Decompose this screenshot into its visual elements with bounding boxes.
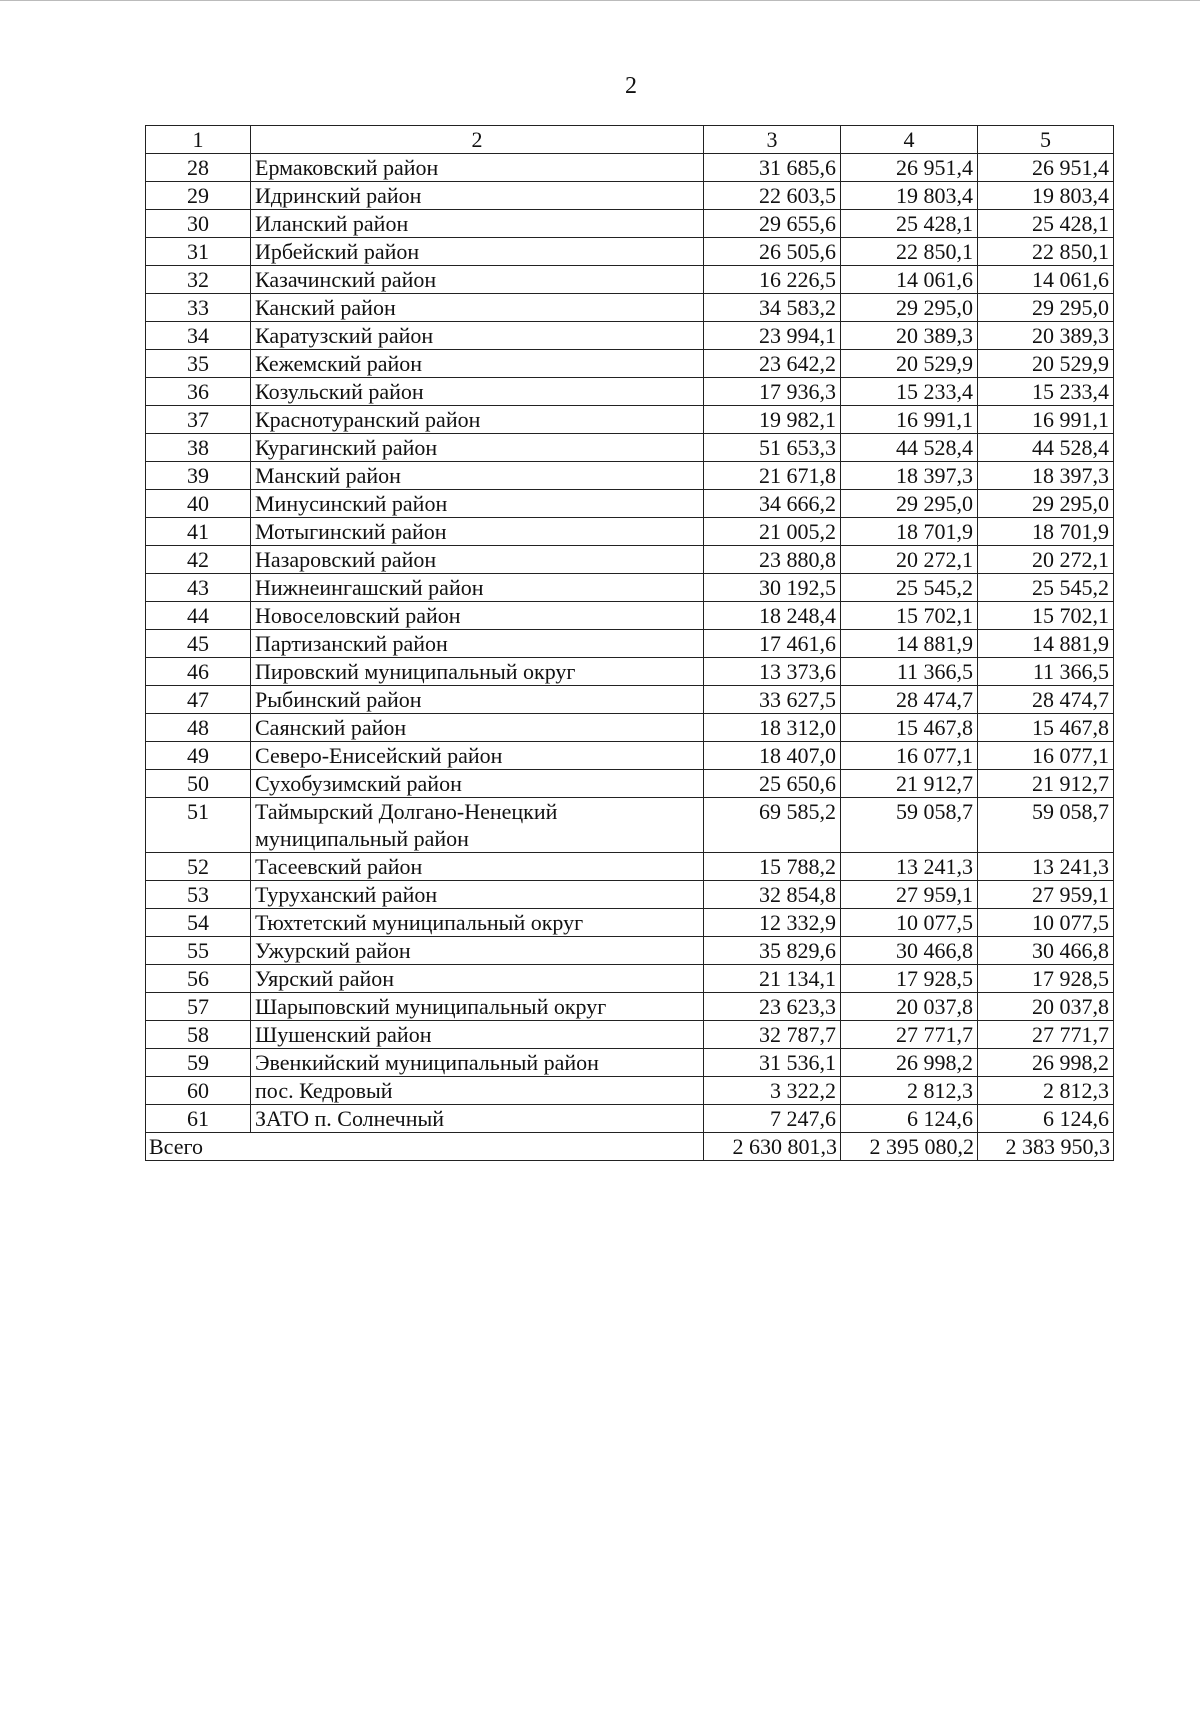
value-col-5: 29 295,0 — [978, 294, 1114, 322]
row-number: 50 — [146, 770, 251, 798]
value-col-3: 7 247,6 — [704, 1105, 841, 1133]
value-col-4: 28 474,7 — [841, 686, 978, 714]
municipality-name: Таймырский Долгано-Ненецкий муниципальный район — [251, 798, 704, 853]
municipality-name: Северо-Енисейский район — [251, 742, 704, 770]
value-col-3: 16 226,5 — [704, 266, 841, 294]
value-col-5: 15 233,4 — [978, 378, 1114, 406]
table-row — [146, 434, 1114, 462]
value-col-4: 18 397,3 — [841, 462, 978, 490]
row-number: 46 — [146, 658, 251, 686]
municipality-name: Курагинский район — [251, 434, 704, 462]
table-row — [146, 546, 1114, 574]
row-number: 40 — [146, 490, 251, 518]
row-number: 36 — [146, 378, 251, 406]
total-col-3: 2 630 801,3 — [704, 1133, 841, 1161]
municipality-name: ЗАТО п. Солнечный — [251, 1105, 704, 1133]
value-col-5: 20 272,1 — [978, 546, 1114, 574]
value-col-3: 13 373,6 — [704, 658, 841, 686]
value-col-5: 26 951,4 — [978, 154, 1114, 182]
value-col-4: 26 998,2 — [841, 1049, 978, 1077]
header-col-4: 4 — [841, 126, 978, 154]
total-label: Всего — [146, 1133, 704, 1161]
value-col-3: 23 994,1 — [704, 322, 841, 350]
value-col-4: 30 466,8 — [841, 937, 978, 965]
value-col-5: 13 241,3 — [978, 853, 1114, 881]
value-col-3: 18 248,4 — [704, 602, 841, 630]
value-col-3: 21 671,8 — [704, 462, 841, 490]
municipality-name: Саянский район — [251, 714, 704, 742]
table-row — [146, 1105, 1114, 1133]
value-col-4: 10 077,5 — [841, 909, 978, 937]
value-col-5: 27 771,7 — [978, 1021, 1114, 1049]
table-row — [146, 518, 1114, 546]
value-col-5: 2 812,3 — [978, 1077, 1114, 1105]
row-number: 51 — [146, 798, 251, 853]
row-number: 48 — [146, 714, 251, 742]
value-col-3: 32 787,7 — [704, 1021, 841, 1049]
value-col-4: 20 272,1 — [841, 546, 978, 574]
table-row — [146, 965, 1114, 993]
value-col-4: 59 058,7 — [841, 798, 978, 853]
value-col-4: 11 366,5 — [841, 658, 978, 686]
value-col-3: 21 134,1 — [704, 965, 841, 993]
value-col-4: 20 037,8 — [841, 993, 978, 1021]
value-col-4: 25 428,1 — [841, 210, 978, 238]
value-col-4: 20 529,9 — [841, 350, 978, 378]
value-col-4: 16 991,1 — [841, 406, 978, 434]
value-col-3: 26 505,6 — [704, 238, 841, 266]
table-row — [146, 909, 1114, 937]
municipality-name: Тасеевский район — [251, 853, 704, 881]
table-row — [146, 630, 1114, 658]
row-number: 44 — [146, 602, 251, 630]
value-col-4: 27 771,7 — [841, 1021, 978, 1049]
value-col-4: 6 124,6 — [841, 1105, 978, 1133]
value-col-5: 16 077,1 — [978, 742, 1114, 770]
header-col-2: 2 — [251, 126, 704, 154]
value-col-3: 23 642,2 — [704, 350, 841, 378]
municipality-name: Козульский район — [251, 378, 704, 406]
value-col-5: 25 545,2 — [978, 574, 1114, 602]
municipality-name: Казачинский район — [251, 266, 704, 294]
row-number: 34 — [146, 322, 251, 350]
value-col-4: 20 389,3 — [841, 322, 978, 350]
value-col-3: 18 407,0 — [704, 742, 841, 770]
page-number: 2 — [625, 73, 637, 99]
municipality-name: Пировский муниципальный округ — [251, 658, 704, 686]
value-col-3: 25 650,6 — [704, 770, 841, 798]
municipality-name: Тюхтетский муниципальный округ — [251, 909, 704, 937]
municipality-name: Краснотуранский район — [251, 406, 704, 434]
row-number: 33 — [146, 294, 251, 322]
value-col-4: 13 241,3 — [841, 853, 978, 881]
table-header-row — [146, 126, 1114, 154]
table-row — [146, 462, 1114, 490]
value-col-5: 14 881,9 — [978, 630, 1114, 658]
municipality-name: Туруханский район — [251, 881, 704, 909]
row-number: 35 — [146, 350, 251, 378]
value-col-5: 44 528,4 — [978, 434, 1114, 462]
table-row — [146, 658, 1114, 686]
table-row — [146, 798, 1114, 853]
municipality-name: Ирбейский район — [251, 238, 704, 266]
value-col-5: 6 124,6 — [978, 1105, 1114, 1133]
value-col-4: 26 951,4 — [841, 154, 978, 182]
municipality-name: пос. Кедровый — [251, 1077, 704, 1105]
value-col-5: 21 912,7 — [978, 770, 1114, 798]
municipality-name: Кежемский район — [251, 350, 704, 378]
value-col-4: 15 467,8 — [841, 714, 978, 742]
value-col-4: 18 701,9 — [841, 518, 978, 546]
municipality-name: Сухобузимский район — [251, 770, 704, 798]
value-col-3: 34 666,2 — [704, 490, 841, 518]
value-col-5: 29 295,0 — [978, 490, 1114, 518]
table-row — [146, 266, 1114, 294]
municipality-name: Шушенский район — [251, 1021, 704, 1049]
table-row — [146, 1049, 1114, 1077]
value-col-5: 14 061,6 — [978, 266, 1114, 294]
municipality-name: Рыбинский район — [251, 686, 704, 714]
table-row — [146, 182, 1114, 210]
value-col-4: 14 061,6 — [841, 266, 978, 294]
row-number: 54 — [146, 909, 251, 937]
municipality-name: Ермаковский район — [251, 154, 704, 182]
table-row — [146, 853, 1114, 881]
value-col-3: 3 322,2 — [704, 1077, 841, 1105]
value-col-5: 30 466,8 — [978, 937, 1114, 965]
value-col-4: 2 812,3 — [841, 1077, 978, 1105]
municipality-name: Назаровский район — [251, 546, 704, 574]
total-row — [146, 1133, 1114, 1161]
table-row — [146, 210, 1114, 238]
table-row — [146, 881, 1114, 909]
value-col-4: 44 528,4 — [841, 434, 978, 462]
value-col-4: 19 803,4 — [841, 182, 978, 210]
total-col-5: 2 383 950,3 — [978, 1133, 1114, 1161]
value-col-3: 30 192,5 — [704, 574, 841, 602]
table-row — [146, 937, 1114, 965]
row-number: 53 — [146, 881, 251, 909]
municipality-name: Канский район — [251, 294, 704, 322]
page-top-edge — [0, 0, 1200, 4]
value-col-5: 17 928,5 — [978, 965, 1114, 993]
row-number: 59 — [146, 1049, 251, 1077]
value-col-3: 34 583,2 — [704, 294, 841, 322]
municipality-name: Ужурский район — [251, 937, 704, 965]
value-col-5: 16 991,1 — [978, 406, 1114, 434]
table-row — [146, 378, 1114, 406]
table-row — [146, 1021, 1114, 1049]
value-col-3: 31 536,1 — [704, 1049, 841, 1077]
table-row — [146, 602, 1114, 630]
table-row — [146, 490, 1114, 518]
value-col-3: 17 936,3 — [704, 378, 841, 406]
value-col-3: 69 585,2 — [704, 798, 841, 853]
table-row — [146, 238, 1114, 266]
value-col-5: 20 037,8 — [978, 993, 1114, 1021]
header-col-5: 5 — [978, 126, 1114, 154]
table-row — [146, 574, 1114, 602]
table-row — [146, 686, 1114, 714]
row-number: 32 — [146, 266, 251, 294]
table-row — [146, 1077, 1114, 1105]
value-col-3: 33 627,5 — [704, 686, 841, 714]
municipality-name: Нижнеингашский район — [251, 574, 704, 602]
value-col-5: 27 959,1 — [978, 881, 1114, 909]
value-col-3: 22 603,5 — [704, 182, 841, 210]
row-number: 47 — [146, 686, 251, 714]
row-number: 56 — [146, 965, 251, 993]
value-col-3: 29 655,6 — [704, 210, 841, 238]
row-number: 29 — [146, 182, 251, 210]
table-row — [146, 714, 1114, 742]
municipality-name: Минусинский район — [251, 490, 704, 518]
municipality-name: Шарыповский муниципальный округ — [251, 993, 704, 1021]
municipality-name: Иланский район — [251, 210, 704, 238]
value-col-5: 22 850,1 — [978, 238, 1114, 266]
value-col-4: 15 233,4 — [841, 378, 978, 406]
value-col-5: 10 077,5 — [978, 909, 1114, 937]
value-col-5: 15 702,1 — [978, 602, 1114, 630]
value-col-5: 18 397,3 — [978, 462, 1114, 490]
value-col-4: 29 295,0 — [841, 490, 978, 518]
value-col-4: 16 077,1 — [841, 742, 978, 770]
value-col-4: 15 702,1 — [841, 602, 978, 630]
row-number: 28 — [146, 154, 251, 182]
value-col-3: 51 653,3 — [704, 434, 841, 462]
row-number: 61 — [146, 1105, 251, 1133]
municipality-name: Каратузский район — [251, 322, 704, 350]
value-col-3: 23 623,3 — [704, 993, 841, 1021]
row-number: 43 — [146, 574, 251, 602]
table-row — [146, 993, 1114, 1021]
row-number: 57 — [146, 993, 251, 1021]
header-col-3: 3 — [704, 126, 841, 154]
value-col-4: 29 295,0 — [841, 294, 978, 322]
value-col-4: 25 545,2 — [841, 574, 978, 602]
value-col-4: 22 850,1 — [841, 238, 978, 266]
row-number: 30 — [146, 210, 251, 238]
value-col-3: 17 461,6 — [704, 630, 841, 658]
table-row — [146, 350, 1114, 378]
value-col-3: 18 312,0 — [704, 714, 841, 742]
value-col-3: 31 685,6 — [704, 154, 841, 182]
row-number: 49 — [146, 742, 251, 770]
value-col-5: 59 058,7 — [978, 798, 1114, 853]
value-col-4: 27 959,1 — [841, 881, 978, 909]
row-number: 55 — [146, 937, 251, 965]
value-col-3: 32 854,8 — [704, 881, 841, 909]
row-number: 60 — [146, 1077, 251, 1105]
value-col-4: 21 912,7 — [841, 770, 978, 798]
table-row — [146, 406, 1114, 434]
municipality-name: Мотыгинский район — [251, 518, 704, 546]
table-row — [146, 770, 1114, 798]
municipality-name: Уярский район — [251, 965, 704, 993]
value-col-3: 12 332,9 — [704, 909, 841, 937]
value-col-5: 15 467,8 — [978, 714, 1114, 742]
value-col-3: 19 982,1 — [704, 406, 841, 434]
value-col-5: 19 803,4 — [978, 182, 1114, 210]
value-col-5: 26 998,2 — [978, 1049, 1114, 1077]
table-row — [146, 154, 1114, 182]
value-col-3: 21 005,2 — [704, 518, 841, 546]
header-col-1: 1 — [146, 126, 251, 154]
value-col-3: 15 788,2 — [704, 853, 841, 881]
table-body — [146, 154, 1114, 1133]
municipality-name: Идринский район — [251, 182, 704, 210]
table-row — [146, 322, 1114, 350]
row-number: 41 — [146, 518, 251, 546]
value-col-3: 35 829,6 — [704, 937, 841, 965]
value-col-5: 28 474,7 — [978, 686, 1114, 714]
municipality-name: Новоселовский район — [251, 602, 704, 630]
row-number: 45 — [146, 630, 251, 658]
total-col-4: 2 395 080,2 — [841, 1133, 978, 1161]
value-col-5: 20 389,3 — [978, 322, 1114, 350]
value-col-5: 25 428,1 — [978, 210, 1114, 238]
value-col-3: 23 880,8 — [704, 546, 841, 574]
row-number: 37 — [146, 406, 251, 434]
value-col-4: 17 928,5 — [841, 965, 978, 993]
budget-table — [145, 125, 1114, 1161]
value-col-5: 11 366,5 — [978, 658, 1114, 686]
row-number: 38 — [146, 434, 251, 462]
row-number: 58 — [146, 1021, 251, 1049]
row-number: 39 — [146, 462, 251, 490]
municipality-name: Манский район — [251, 462, 704, 490]
municipality-name: Партизанский район — [251, 630, 704, 658]
municipality-name: Эвенкийский муниципальный район — [251, 1049, 704, 1077]
row-number: 42 — [146, 546, 251, 574]
row-number: 52 — [146, 853, 251, 881]
table-row — [146, 742, 1114, 770]
value-col-5: 18 701,9 — [978, 518, 1114, 546]
table-row — [146, 294, 1114, 322]
value-col-5: 20 529,9 — [978, 350, 1114, 378]
row-number: 31 — [146, 238, 251, 266]
value-col-4: 14 881,9 — [841, 630, 978, 658]
